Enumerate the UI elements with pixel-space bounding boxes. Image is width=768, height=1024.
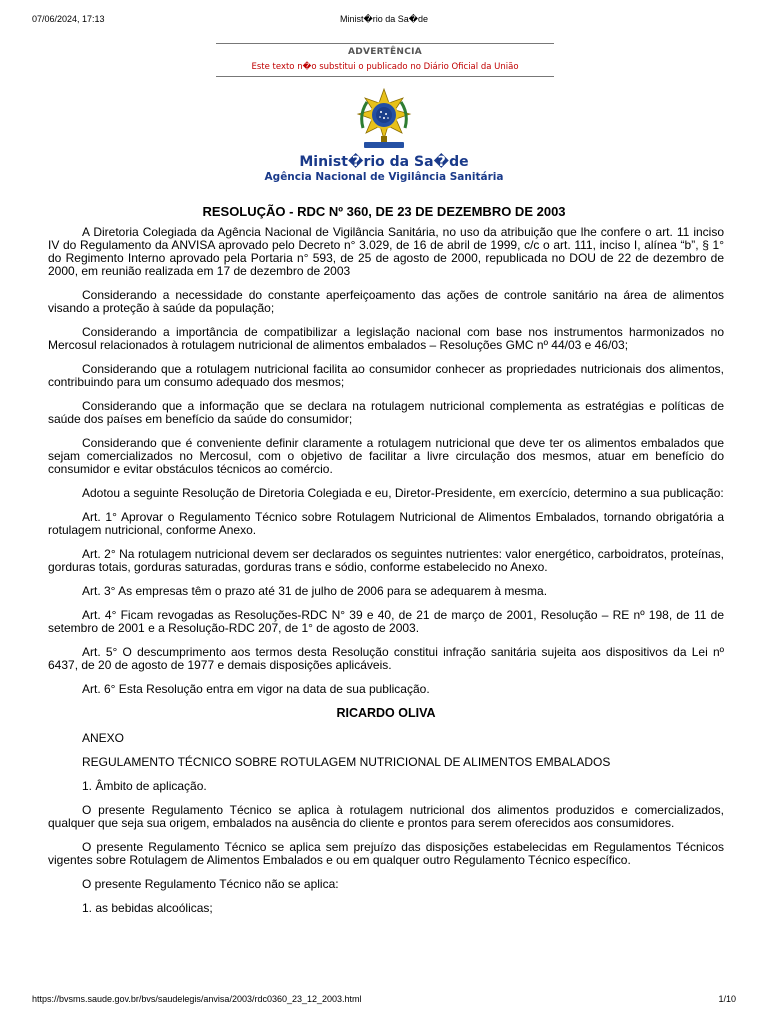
signature: RICARDO OLIVA <box>336 706 436 720</box>
paragraph: O presente Regulamento Técnico se aplica sem prejuízo das disposições estabelecidas em Regulamentos Técnicos vigentes sobre Rotulagem de Alimentos Embalados e ou em qualquer outro Regulamento Técnico específico. <box>48 840 724 867</box>
article-2: Art. 2° Na rotulagem nutricional devem ser declarados os seguintes nutrientes: valor energético, carboidratos, proteínas, gorduras totais, gorduras saturadas, gorduras trans e sódio, conforme estabelecido no Anexo. <box>48 547 724 574</box>
paragraph: Considerando que é conveniente definir claramente a rotulagem nutricional que deve ter os alimentos embalados que sejam comercializados no Mercosul, com o objetivo de facilitar a livre circulação dos mesmos, atuar em benefício do consumidor e evitar obstáculos técnicos ao comércio. <box>48 436 724 476</box>
print-page-number: 1/10 <box>718 994 736 1004</box>
annex-heading: ANEXO <box>82 731 125 745</box>
paragraph: O presente Regulamento Técnico não se aplica: <box>82 877 339 891</box>
article-4: Art. 4° Ficam revogadas as Resoluções-RDC N° 39 e 40, de 21 de março de 2001, Resolução – RE nº 198, de 11 de setembro de 2001 e a Resolução-RDC 207, de 1° de agosto de 2003. <box>48 608 724 635</box>
paragraph: O presente Regulamento Técnico se aplica à rotulagem nutricional dos alimentos produzidos e comercializados, qualquer que seja sua origem, embalados na ausência do cliente e prontos para serem oferecidos aos consumidores. <box>48 803 724 830</box>
paragraph: Considerando a necessidade do constante aperfeiçoamento das ações de controle sanitário na área de alimentos visando a proteção à saúde da população; <box>48 288 724 315</box>
list-item: 1. as bebidas alcoólicas; <box>82 901 213 915</box>
paragraph: Considerando que a informação que se declara na rotulagem nutricional complementa as estratégias e políticas de saúde dos países em benefício da saúde do consumidor; <box>48 399 724 426</box>
section-heading: 1. Âmbito de aplicação. <box>82 779 207 793</box>
print-footer <box>32 994 736 1008</box>
warning-title: ADVERTÊNCIA <box>347 47 423 57</box>
paragraph: Adotou a seguinte Resolução de Diretoria Colegiada e eu, Diretor-Presidente, em exercício, determino a sua publicação: <box>82 486 724 500</box>
warning-box <box>216 43 554 77</box>
article-5: Art. 5° O descumprimento aos termos desta Resolução constitui infração sanitária sujeita aos dispositivos da Lei nº 6437, de 20 de agosto de 1977 e demais disposições aplicáveis. <box>48 645 724 672</box>
article-1: Art. 1° Aprovar o Regulamento Técnico sobre Rotulagem Nutricional de Alimentos Embalados, tornando obrigatória a rotulagem nutricional, conforme Anexo. <box>48 510 724 537</box>
print-page-title: Minist�rio da Sa�de <box>340 14 428 24</box>
document-body <box>48 226 724 926</box>
print-datetime: 07/06/2024, 17:13 <box>32 14 105 24</box>
document-title: RESOLUÇÃO - RDC Nº 360, DE 23 DE DEZEMBRO DE 2003 <box>202 204 566 219</box>
article-3: Art. 3° As empresas têm o prazo até 31 de julho de 2006 para se adequarem à mesma. <box>82 584 548 598</box>
warning-text: Este texto n�o substitui o publicado no Diário Oficial da União <box>251 62 519 72</box>
article-6: Art. 6° Esta Resolução entra em vigor na data de sua publicação. <box>82 682 430 696</box>
annex-title: REGULAMENTO TÉCNICO SOBRE ROTULAGEM NUTRICIONAL DE ALIMENTOS EMBALADOS <box>82 755 611 769</box>
agency-name: Agência Nacional de Vigilância Sanitária <box>264 171 504 183</box>
paragraph: Considerando a importância de compatibilizar a legislação nacional com base nos instrumentos harmonizados no Mercosul relacionados à rotulagem nutricional de alimentos embalados – Resoluções GMC nº 44/03 e 46/03; <box>48 325 724 352</box>
brazil-coat-of-arms-icon <box>355 88 413 150</box>
paragraph: Considerando que a rotulagem nutricional facilita ao consumidor conhecer as propriedades nutricionais dos alimentos, contribuindo para um consumo adequado dos mesmos; <box>48 362 724 389</box>
ministry-name: Minist�rio da Sa�de <box>299 154 469 170</box>
print-url: https://bvsms.saude.gov.br/bvs/saudelegis/anvisa/2003/rdc0360_23_12_2003.html <box>32 994 362 1004</box>
print-header <box>32 14 736 28</box>
paragraph: A Diretoria Colegiada da Agência Nacional de Vigilância Sanitária, no uso da atribuição que lhe confere o art. 11 inciso IV do Regulamento da ANVISA aprovado pelo Decreto n° 3.029, de 16 de abril de 1999, c/c o art. 111, inciso I, alínea “b”, § 1° do Regimento Interno aprovado pela Portaria n° 593, de 25 de agosto de 2000, republicada no DOU de 22 de dezembro de 2000, em reunião realizada em 17 de dezembro de 2003 <box>48 225 724 278</box>
